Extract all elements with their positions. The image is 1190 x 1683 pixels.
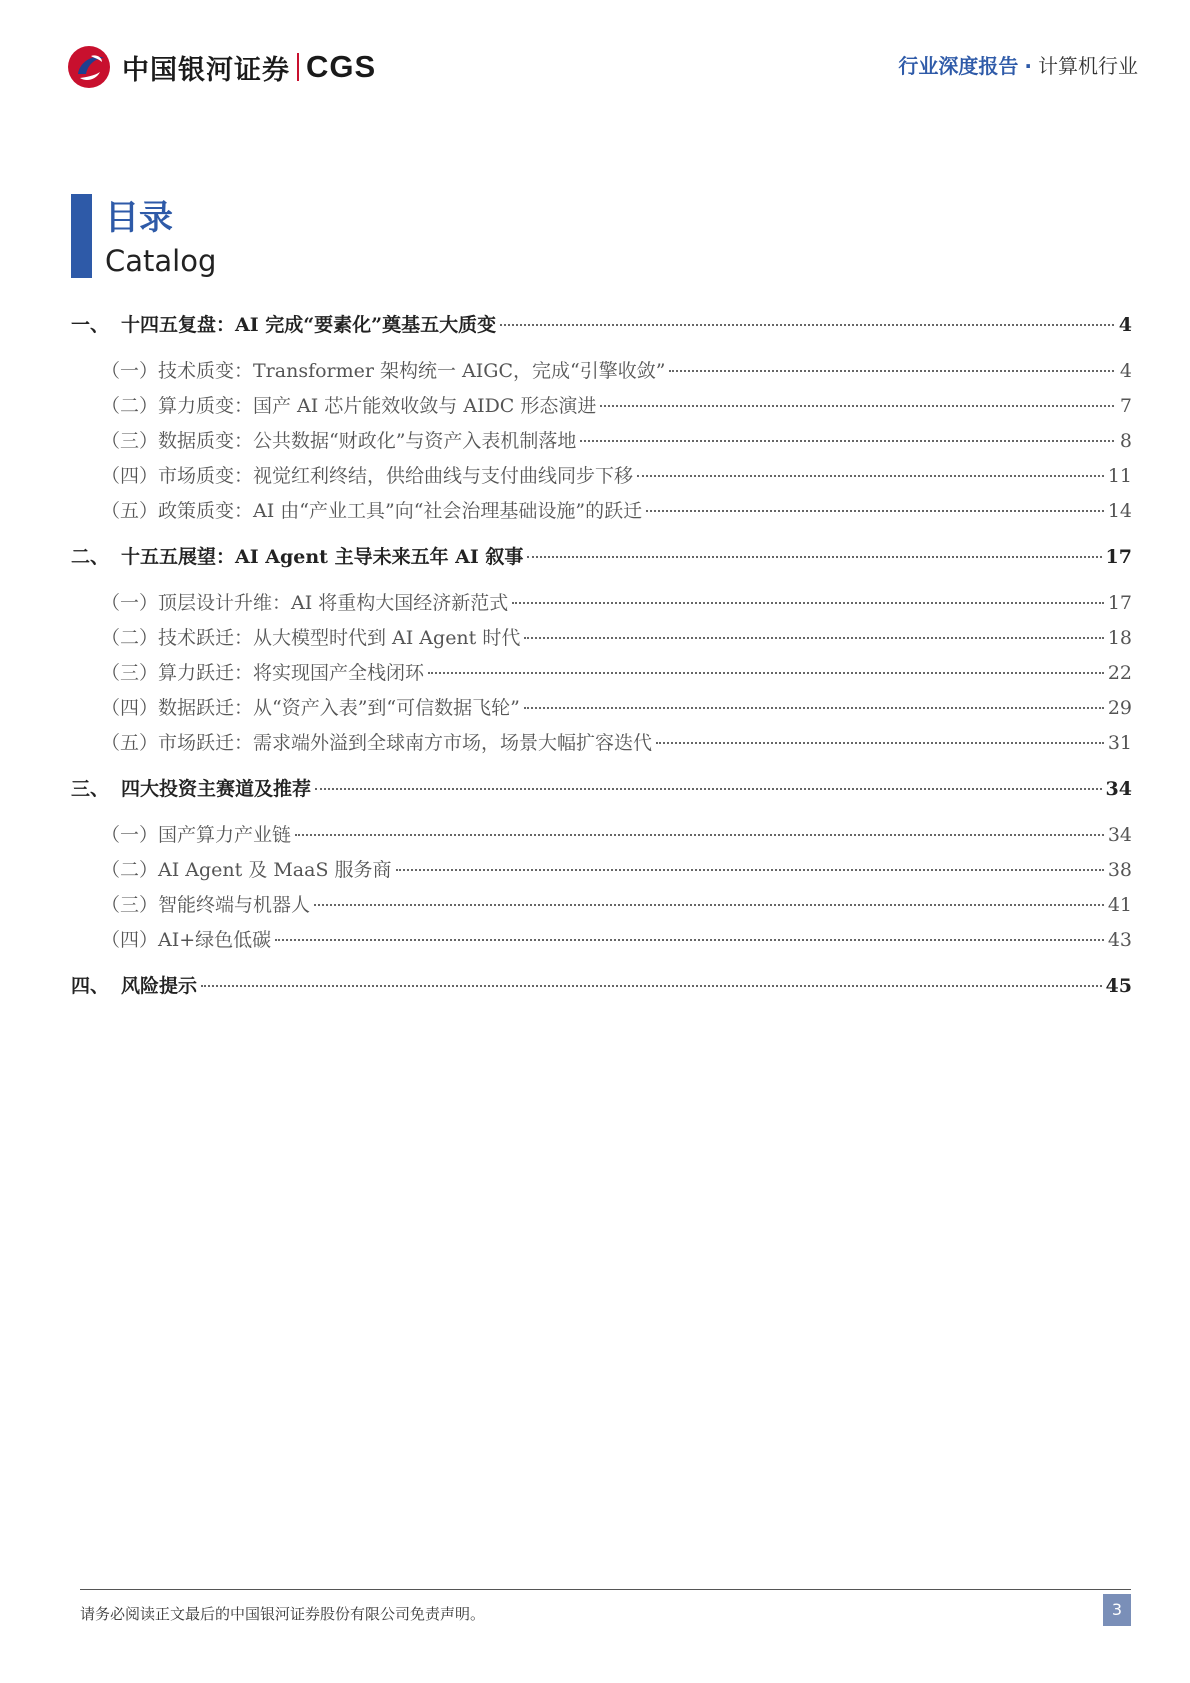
toc-page-number: 31 bbox=[1107, 732, 1132, 754]
toc-page-number: 43 bbox=[1107, 929, 1132, 951]
toc-section-title: （三）智能终端与机器人 bbox=[101, 894, 311, 916]
toc-dot-leader bbox=[580, 440, 1114, 442]
report-type-dot: · bbox=[1024, 54, 1032, 78]
toc-dot-leader bbox=[201, 985, 1102, 987]
toc-section-title: （四）AI+绿色低碳 bbox=[101, 929, 272, 951]
toc-dot-leader bbox=[275, 939, 1104, 941]
toc-page-number: 17 bbox=[1107, 592, 1132, 614]
toc-page-number: 22 bbox=[1107, 662, 1132, 684]
toc-page-number: 4 bbox=[1118, 314, 1132, 336]
cgs-logo bbox=[66, 44, 376, 90]
toc-chapter-title: 十四五复盘：AI 完成“要素化”奠基五大质变 bbox=[121, 314, 497, 336]
toc-chapter-title: 风险提示 bbox=[121, 975, 198, 997]
table-of-contents bbox=[71, 310, 1132, 1017]
toc-section-title: （二）AI Agent 及 MaaS 服务商 bbox=[101, 859, 392, 881]
toc-chapter-2[interactable] bbox=[71, 542, 1132, 588]
toc-page-number: 18 bbox=[1107, 627, 1132, 649]
toc-section-title: （四）市场质变：视觉红利终结，供给曲线与支付曲线同步下移 bbox=[101, 465, 634, 487]
toc-dot-leader bbox=[295, 834, 1104, 836]
toc-section[interactable] bbox=[71, 693, 1132, 728]
toc-chapter-number: 三、 bbox=[71, 778, 110, 800]
toc-dot-leader bbox=[646, 510, 1104, 512]
toc-section[interactable] bbox=[71, 890, 1132, 925]
toc-section-title: （四）数据跃迁：从“资产入表”到“可信数据飞轮” bbox=[101, 697, 520, 719]
report-type-industry: 计算机行业 bbox=[1038, 54, 1138, 78]
toc-dot-leader bbox=[315, 788, 1102, 790]
toc-page-number: 4 bbox=[1119, 360, 1132, 382]
toc-section-title: （一）技术质变：Transformer 架构统一 AIGC，完成“引擎收敛” bbox=[101, 360, 666, 382]
cgs-logo-mark-icon bbox=[66, 44, 112, 90]
toc-section-title: （二）算力质变：国产 AI 芯片能效收敛与 AIDC 形态演进 bbox=[101, 395, 597, 417]
toc-page-number: 11 bbox=[1107, 465, 1132, 487]
footer-disclaimer: 请务必阅读正文最后的中国银河证券股份有限公司免责声明。 bbox=[80, 1605, 486, 1623]
toc-dot-leader bbox=[524, 637, 1103, 639]
toc-chapter-1[interactable] bbox=[71, 310, 1132, 356]
toc-dot-leader bbox=[396, 869, 1104, 871]
toc-dot-leader bbox=[637, 475, 1104, 477]
toc-chapter-4[interactable] bbox=[71, 971, 1132, 1017]
toc-section-title: （一）顶层设计升维：AI 将重构大国经济新范式 bbox=[101, 592, 509, 614]
report-type-main: 行业深度报告 bbox=[898, 54, 1019, 78]
toc-section[interactable] bbox=[71, 820, 1132, 855]
toc-section[interactable] bbox=[71, 426, 1132, 461]
toc-section-title: （三）数据质变：公共数据“财政化”与资产入表机制落地 bbox=[101, 430, 577, 452]
toc-page-number: 45 bbox=[1105, 975, 1132, 997]
toc-page-number: 38 bbox=[1107, 859, 1132, 881]
toc-section[interactable] bbox=[71, 658, 1132, 693]
toc-dot-leader bbox=[524, 707, 1104, 709]
toc-section[interactable] bbox=[71, 496, 1132, 542]
toc-section-title: （五）政策质变：AI 由“产业工具”向“社会治理基础设施”的跃迁 bbox=[101, 500, 643, 522]
toc-page-number: 7 bbox=[1119, 395, 1132, 417]
logo-english-name: CGS bbox=[306, 49, 377, 84]
toc-section[interactable] bbox=[71, 728, 1132, 774]
toc-dot-leader bbox=[600, 405, 1114, 407]
toc-section[interactable] bbox=[71, 925, 1132, 971]
toc-dot-leader bbox=[314, 904, 1104, 906]
toc-chapter-number: 二、 bbox=[71, 546, 110, 568]
footer-divider bbox=[80, 1589, 1131, 1590]
toc-section-title: （五）市场跃迁：需求端外溢到全球南方市场，场景大幅扩容迭代 bbox=[101, 732, 653, 754]
catalog-title: 目录 bbox=[105, 198, 173, 238]
toc-dot-leader bbox=[656, 742, 1104, 744]
toc-section-title: （三）算力跃迁：将实现国产全栈闭环 bbox=[101, 662, 425, 684]
page-number-badge: 3 bbox=[1103, 1594, 1131, 1626]
toc-section[interactable] bbox=[71, 588, 1132, 623]
toc-section[interactable] bbox=[71, 461, 1132, 496]
toc-page-number: 29 bbox=[1107, 697, 1132, 719]
toc-section[interactable] bbox=[71, 356, 1132, 391]
catalog-subtitle: Catalog bbox=[105, 244, 217, 278]
toc-chapter-title: 十五五展望：AI Agent 主导未来五年 AI 叙事 bbox=[121, 546, 524, 568]
page-header bbox=[0, 0, 1190, 110]
toc-page-number: 34 bbox=[1105, 778, 1132, 800]
report-type bbox=[898, 50, 1138, 79]
toc-dot-leader bbox=[500, 324, 1114, 326]
catalog-accent-bar bbox=[71, 194, 92, 278]
toc-page-number: 17 bbox=[1105, 546, 1132, 568]
toc-chapter-title: 四大投资主赛道及推荐 bbox=[121, 778, 312, 800]
toc-section-title: （二）技术跃迁：从大模型时代到 AI Agent 时代 bbox=[101, 627, 521, 649]
toc-section-title: （一）国产算力产业链 bbox=[101, 824, 292, 846]
toc-dot-leader bbox=[428, 672, 1104, 674]
toc-dot-leader bbox=[527, 556, 1101, 558]
toc-page-number: 8 bbox=[1119, 430, 1132, 452]
toc-dot-leader bbox=[669, 370, 1114, 372]
toc-chapter-3[interactable] bbox=[71, 774, 1132, 820]
toc-section[interactable] bbox=[71, 855, 1132, 890]
toc-chapter-number: 一、 bbox=[71, 314, 110, 336]
logo-divider bbox=[297, 53, 299, 81]
toc-section[interactable] bbox=[71, 623, 1132, 658]
toc-page-number: 34 bbox=[1107, 824, 1132, 846]
toc-dot-leader bbox=[512, 602, 1104, 604]
logo-chinese-name: 中国银河证券 bbox=[122, 54, 290, 86]
toc-page-number: 14 bbox=[1107, 500, 1132, 522]
toc-chapter-number: 四、 bbox=[71, 975, 110, 997]
toc-page-number: 41 bbox=[1107, 894, 1132, 916]
toc-section[interactable] bbox=[71, 391, 1132, 426]
